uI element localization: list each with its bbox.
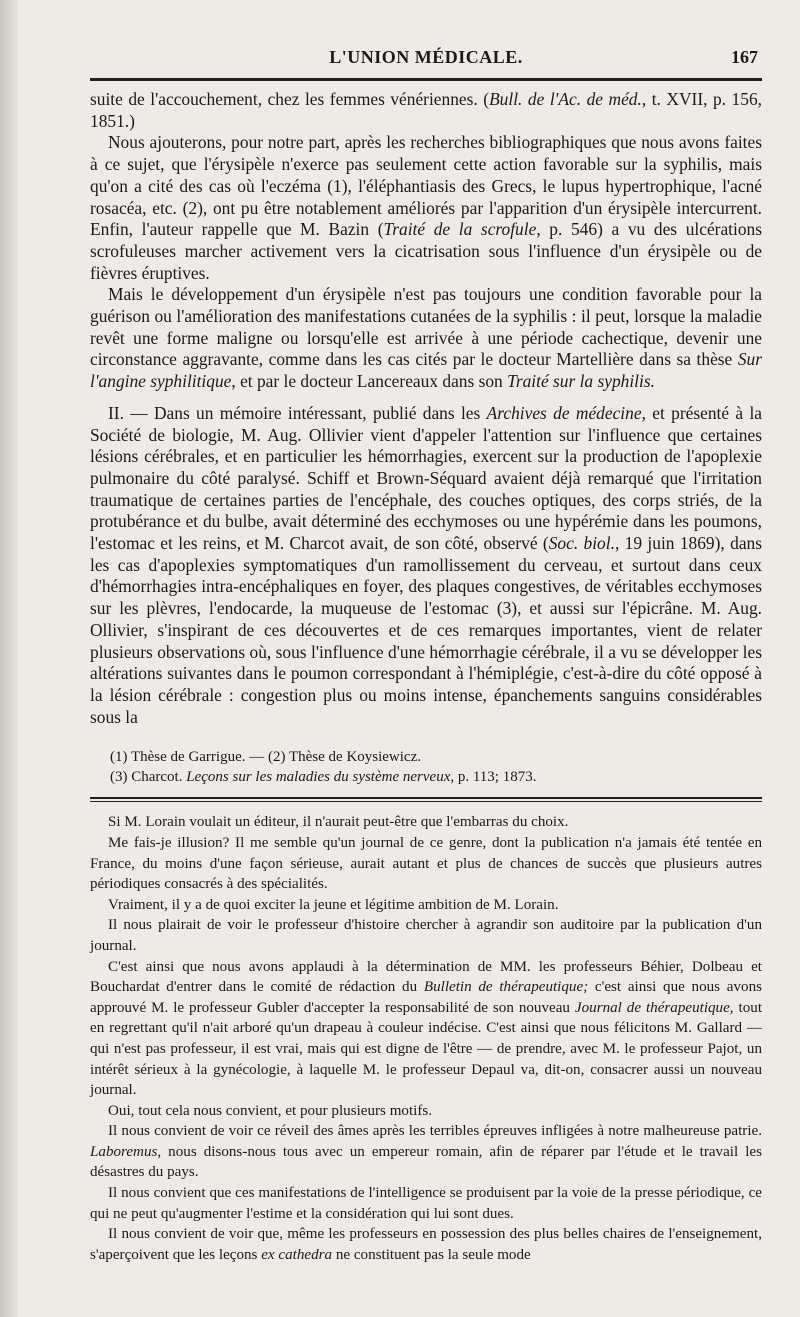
paragraph: suite de l'accouchement, chez les femmes vénériennes. (Bull. de l'Ac. de méd., t. XVII, p. 156, 1851.)	[90, 89, 762, 131]
article-body	[90, 89, 762, 728]
footnote: (3) Charcot. Leçons sur les maladies du système nerveux, p. 113; 1873.	[110, 769, 537, 786]
paragraph: Il nous convient de voir ce réveil des âmes après les terribles épreuves infligées à notre malheureuse patrie. Laboremus, nous disons-nous tous avec un empereur romain, afin de réparer par l'étude et le travail les désastres du pays.	[90, 1123, 762, 1181]
footnotes	[90, 747, 762, 787]
paragraph: Il nous convient de voir que, même les professeurs en possession des plus belles chaires de l'enseignement, s'aperçoivent que les leçons ex cathedra ne constituent pas la seule mode	[90, 1226, 762, 1263]
paragraph: Si M. Lorain voulait un éditeur, il n'aurait peut-être que l'embarras du choix.	[108, 814, 569, 831]
paragraph: Il nous plairait de voir le professeur d'histoire chercher à agrandir son auditoire par la publication d'un journal.	[90, 917, 762, 954]
paragraph: Me fais-je illusion? Il me semble qu'un journal de ce genre, dont la publication n'a jamais été tentée en France, du moins d'une façon sérieuse, aurait autant et plus de chances de succès que plusieurs autres périodiques consacrés à des spécialités.	[90, 834, 762, 893]
running-title: L'UNION MÉDICALE.	[329, 47, 523, 67]
paragraph: Nous ajouterons, pour notre part, après les recherches bibliographiques que nous avons faites à ce sujet, que l'érysipèle n'exerce pas seulement cette action favorable sur la syphilis, mais qu'on a cité des cas où l'eczéma (1), l'éléphantiasis des Grecs, le lupus hypertrophique, l'acné rosacéa, etc. (2), ont pu être notablement améliorés par l'apparition d'un érysipèle intercurrent. Enfin, l'auteur rappelle que M. Bazin (Traité de la scrofule, p. 546) a vu des ulcérations scrofuleuses marcher activement vers la cicatrisation sous l'influence d'un érysipèle ou de fièvres éruptives.	[90, 132, 762, 283]
paragraph-section-ii: II. — Dans un mémoire intéressant, publié dans les Archives de médecine, et présenté à la Société de biologie, M. Aug. Ollivier vient d'appeler l'attention sur l'influence que certaines lésions cérébrales, et en particulier les hémorrhagies, exercent sur la production de l'apoplexie pulmonaire du côté paralysé. Schiff et Brown-Séquard avaient déjà remarqué que l'irritation traumatique de certaines parties de l'encéphale, des couches optiques, des corps striés, de la protubérance et du bulbe, avait déterminé des ecchymoses ou une hypérémie dans les poumons, l'estomac et les reins, et M. Charcot avait, de son côté, observé (Soc. biol., 19 juin 1869), dans les cas d'apoplexies symptomatiques d'un ramollissement du cerveau, et surtout dans ceux d'hémorrhagies intra-encéphaliques en foyer, des plaques congestives, de véritables ecchymoses sur les plèvres, l'endocarde, la muqueuse de l'estomac (3), et aussi sur l'épicrâne. M. Aug. Ollivier, s'inspirant de ces découvertes et de ces remarques importantes, vient de relater plusieurs observations où, sous l'influence d'une hémorrhagie cérébrale, il a vu se développer les altérations suivantes dans le poumon correspondant à l'hémiplégie, c'est-à-dire du côté opposé à la lésion cérébrale : congestion plus ou moins intense, épanchements sanguins considérables sous la	[90, 402, 762, 727]
paragraph: C'est ainsi que nous avons applaudi à la détermination de MM. les professeurs Béhier, Dolbeau et Bouchardat d'entrer dans le comité de rédaction du Bulletin de thérapeutique; c'est ainsi que nous avons approuvé M. le professeur Gubler d'accepter la responsabilité de son nouveau Journal de thérapeutique, tout en regrettant qu'il n'ait arboré qu'un drapeau à couleur indécise. C'est ainsi que nous félicitons M. Gallard — qui n'est pas professeur, il est vrai, mais qui est digne de l'être — de prendre, avec M. le professeur Pajot, un intérêt sérieux à la gynécologie, à laquelle M. le professeur Depaul va, dit-on, consacrer aussi un nouveau journal.	[90, 958, 763, 1099]
paragraph: Vraiment, il y a de quoi exciter la jeune et légitime ambition de M. Lorain.	[108, 896, 559, 913]
page-header	[90, 0, 762, 78]
page-number: 167	[731, 47, 758, 67]
paragraph: Mais le développement d'un érysipèle n'est pas toujours une condition favorable pour la guérison ou l'amélioration des manifestations cutanées de la syphilis : il peut, lorsque la maladie revêt une forme maligne ou lorsqu'elle est arrivée à une période cachectique, devenir une circonstance aggravante, comme dans les cas cités par le docteur Martellière dans sa thèse Sur l'angine syphilitique, et par le docteur Lancereaux dans son Traité sur la syphilis.	[90, 284, 762, 392]
header-rule	[90, 78, 762, 81]
footnote: (1) Thèse de Garrigue. — (2) Thèse de Koysiewicz.	[110, 749, 422, 766]
feuilleton	[90, 812, 762, 1265]
paragraph: Oui, tout cela nous convient, et pour plusieurs motifs.	[108, 1102, 433, 1119]
feuilleton-rule	[90, 797, 762, 802]
paragraph: Il nous convient que ces manifestations de l'intelligence se produisent par la voie de la presse périodique, ce qui ne peut qu'augmenter l'estime et la considération qui lui sont dues.	[90, 1185, 762, 1222]
binding-gutter	[0, 0, 18, 1317]
